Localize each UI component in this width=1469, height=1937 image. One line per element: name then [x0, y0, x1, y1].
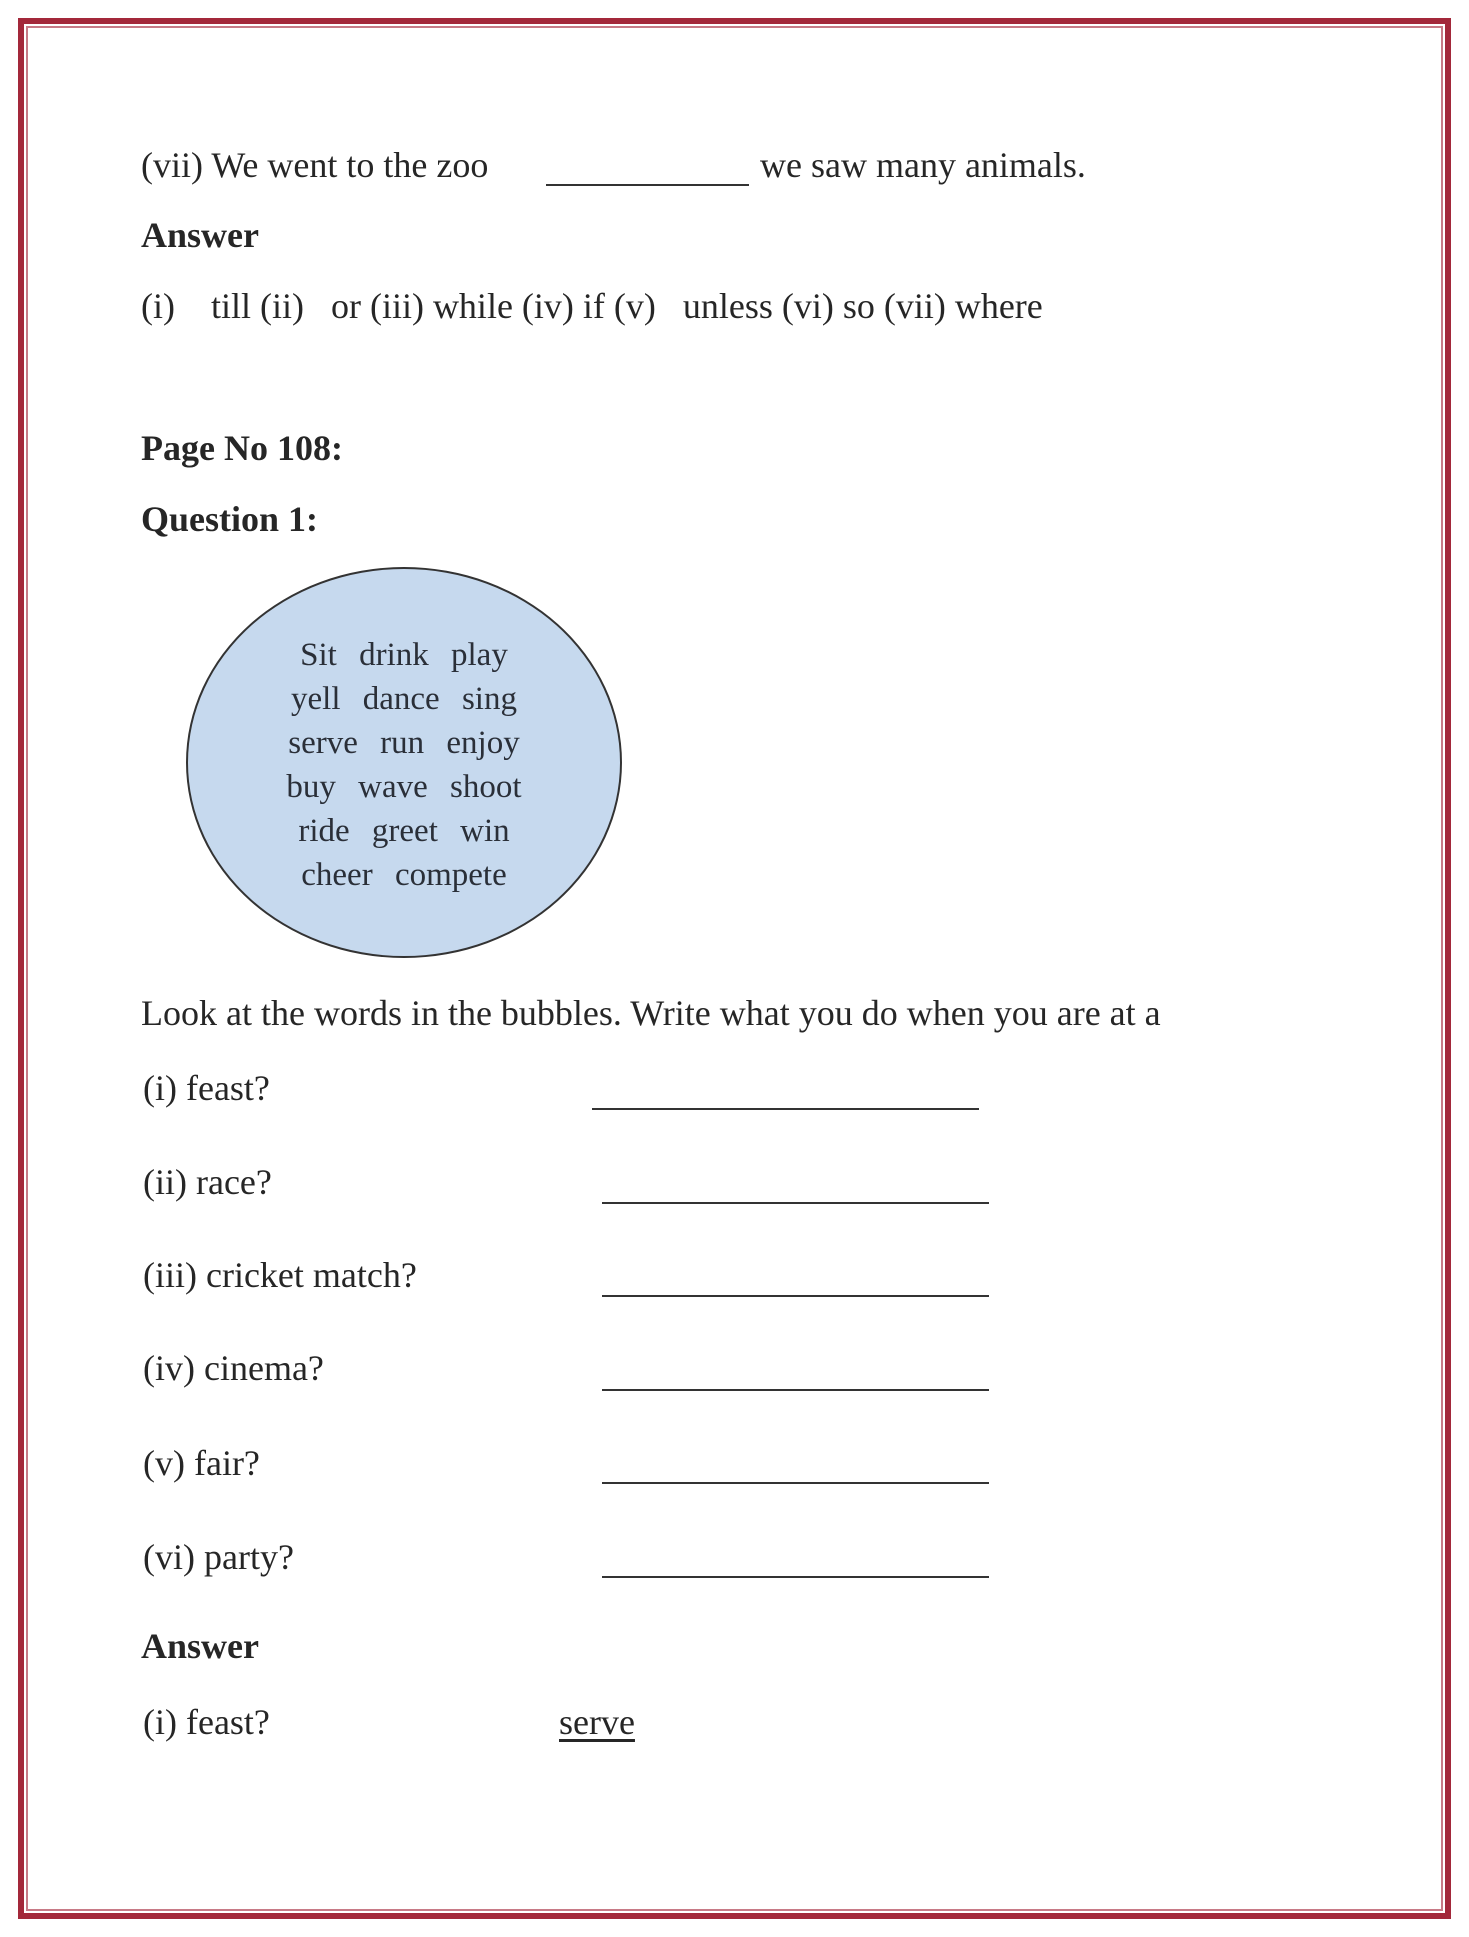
answer-item-value: serve: [559, 1702, 635, 1742]
question-item: (ii) race?: [143, 1162, 272, 1202]
answer-blank: [602, 1295, 989, 1297]
bubble-words: [186, 633, 622, 897]
question-item: (vi) party?: [143, 1537, 294, 1577]
page-number-heading: Page No 108:: [141, 428, 343, 468]
bubble-row: yell dance sing: [291, 681, 517, 717]
answer-blank: [602, 1389, 989, 1391]
bubble-row: cheer compete: [301, 857, 507, 893]
answer-blank: [592, 1108, 979, 1110]
question-item: (iii) cricket match?: [143, 1255, 417, 1295]
bubble-row: serve run enjoy: [288, 725, 520, 761]
question-title: Question 1:: [141, 499, 319, 539]
answer-heading: Answer: [141, 1626, 259, 1666]
question-item: (i) feast?: [143, 1068, 270, 1108]
answer-blank: [602, 1202, 989, 1204]
answer-blank: [602, 1576, 989, 1578]
question-vii-text: (vii) We went to the zoo: [141, 145, 489, 185]
bubble-row: buy wave shoot: [286, 769, 522, 805]
question-vii-blank: [546, 184, 749, 186]
answer-blank: [602, 1482, 989, 1484]
bubble-row: ride greet win: [298, 813, 510, 849]
answer-heading: Answer: [141, 215, 259, 255]
instruction-text: Look at the words in the bubbles. Write what you do when you are at a: [141, 993, 1161, 1033]
answer-line: (i) till (ii) or (iii) while (iv) if (v) unless (vi) so (vii) where: [141, 286, 1043, 326]
question-vii-text-end: we saw many animals.: [760, 145, 1086, 185]
question-item: (v) fair?: [143, 1443, 260, 1483]
bubble-row: Sit drink play: [300, 637, 508, 673]
question-item: (iv) cinema?: [143, 1348, 324, 1388]
answer-item-label: (i) feast?: [143, 1702, 270, 1742]
